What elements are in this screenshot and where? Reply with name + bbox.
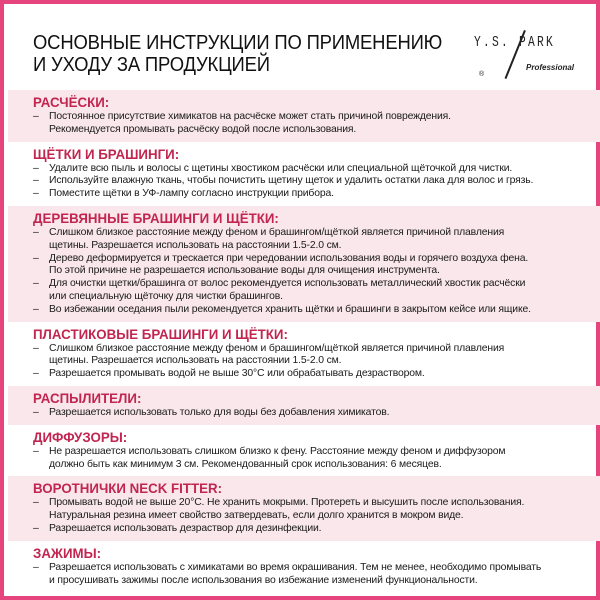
item-text: Слишком близкое расстояние между феном и брашингом/щёткой является причиной плавления щетины. Разрешается использовать на расстоянии 1.5-2.0 см. bbox=[49, 342, 505, 367]
bullet-dash: – bbox=[33, 406, 39, 418]
instruction-section bbox=[8, 425, 600, 477]
bullet-dash: – bbox=[33, 226, 39, 238]
item-text: Разрешается использовать только для воды без добавления химикатов. bbox=[49, 406, 390, 418]
bullet-dash: – bbox=[33, 497, 39, 509]
instruction-item bbox=[33, 497, 590, 523]
instruction-section bbox=[8, 90, 600, 142]
section-heading: ЩЁТКИ И БРАШИНГИ: bbox=[33, 145, 180, 162]
bullet-dash: – bbox=[33, 162, 39, 174]
item-text: Дерево деформируется и трескается при чередовании использования воды и горячего воздуха фена. По этой причине не разрешается использование воды для очищения инструмента. bbox=[49, 252, 529, 277]
instruction-section bbox=[8, 386, 600, 425]
bullet-dash: – bbox=[33, 278, 39, 290]
instruction-item bbox=[33, 163, 590, 176]
item-text: Не разрешается использовать слишком близко к фену. Расстояние между феном и диффузором должно быть как минимум 3 см. Рекомендованный срок использования: 6 месяцев. bbox=[49, 445, 506, 470]
item-text: Используйте влажную ткань, чтобы почистить щетину щеток и удалить остатки лака для волос и грязь. bbox=[49, 175, 534, 187]
instruction-item bbox=[33, 278, 590, 304]
instruction-item bbox=[33, 343, 590, 369]
instruction-item bbox=[33, 111, 590, 137]
section-heading: ЗАЖИМЫ: bbox=[33, 544, 102, 561]
instruction-section bbox=[8, 322, 600, 386]
bullet-dash: – bbox=[33, 561, 39, 573]
instruction-item bbox=[33, 446, 590, 472]
item-text: Для очистки щетки/брашинга от волос рекомендуется использовать металлический хвостик расчёски или специальную щёточку для чистки брашингов. bbox=[49, 278, 526, 302]
item-text: Разрешается использовать с химикатами во время окрашивания. Тем не менее, необходимо промывать и просушивать зажимы после использования во избежание изменений функциональности. bbox=[49, 561, 542, 586]
title-line-2: И УХОДУ ЗА ПРОДУКЦИЕЙ bbox=[33, 53, 270, 76]
item-text: Постоянное присутствие химикатов на расчёске может стать причиной повреждения. Рекомендуется промывать расчёску водой после использования. bbox=[49, 111, 451, 135]
item-text: Разрешается использовать дезраствор для дезинфекции. bbox=[49, 522, 322, 534]
section-heading: ДЕРЕВЯННЫЕ БРАШИНГИ И ЩЁТКИ: bbox=[33, 209, 279, 226]
instructions-list bbox=[8, 90, 600, 592]
bullet-dash: – bbox=[33, 303, 39, 315]
instruction-section bbox=[8, 541, 600, 593]
item-text: Разрешается промывать водой не выше 30°С или обрабатывать дезраствором. bbox=[49, 368, 425, 380]
bullet-dash: – bbox=[33, 368, 39, 380]
section-heading: ПЛАСТИКОВЫЕ БРАШИНГИ И ЩЁТКИ: bbox=[33, 325, 288, 342]
section-heading: РАСПЫЛИТЕЛИ: bbox=[33, 389, 142, 406]
bullet-dash: – bbox=[33, 445, 39, 457]
item-text: Поместите щётки в УФ-лампу согласно инструкции прибора. bbox=[49, 188, 334, 200]
instruction-item bbox=[33, 175, 590, 188]
item-text: Промывать водой не выше 20°С. Не хранить мокрыми. Протереть и высушить после использования. Натуральная резина имеет свойство затвердевать, если долго хранится в мокром виде. bbox=[49, 497, 525, 522]
logo-wordmark: Y.S. PARK bbox=[474, 34, 556, 51]
instruction-section bbox=[8, 476, 600, 540]
bullet-dash: – bbox=[33, 188, 39, 200]
bullet-dash: – bbox=[33, 252, 39, 264]
section-heading: ДИФФУЗОРЫ: bbox=[33, 428, 128, 445]
bullet-dash: – bbox=[33, 111, 39, 122]
instruction-item bbox=[33, 562, 590, 588]
instruction-item bbox=[33, 523, 590, 536]
section-heading: РАСЧЁСКИ: bbox=[33, 94, 110, 110]
instruction-item bbox=[33, 368, 590, 381]
item-text: Удалите всю пыль и волосы с щетины хвостиком расчёски или специальной щёточкой для чистки. bbox=[49, 162, 513, 174]
instruction-item bbox=[33, 304, 590, 317]
instruction-item bbox=[33, 253, 590, 279]
brand-logo bbox=[474, 30, 584, 80]
section-heading: ВОРОТНИЧКИ NECK FITTER: bbox=[33, 480, 223, 497]
logo-subtitle: Professional bbox=[526, 63, 575, 72]
instruction-item bbox=[33, 407, 590, 420]
page-title bbox=[33, 32, 442, 76]
bullet-dash: – bbox=[33, 522, 39, 534]
instruction-section bbox=[8, 142, 600, 206]
item-text: Во избежании оседания пыли рекомендуется хранить щётки и брашинги в закрытом кейсе или ящике. bbox=[49, 303, 531, 315]
instruction-item bbox=[33, 227, 590, 253]
instruction-section bbox=[8, 206, 600, 322]
instruction-item bbox=[33, 188, 590, 201]
title-line-1: ОСНОВНЫЕ ИНСТРУКЦИИ ПО ПРИМЕНЕНИЮ bbox=[33, 31, 443, 54]
bullet-dash: – bbox=[33, 342, 39, 354]
bullet-dash: – bbox=[33, 175, 39, 187]
item-text: Слишком близкое расстояние между феном и брашингом/щёткой является причиной плавления щетины. Разрешается использовать на расстоянии 1.5-2.0 см. bbox=[49, 226, 505, 251]
registered-mark: ® bbox=[479, 71, 485, 78]
